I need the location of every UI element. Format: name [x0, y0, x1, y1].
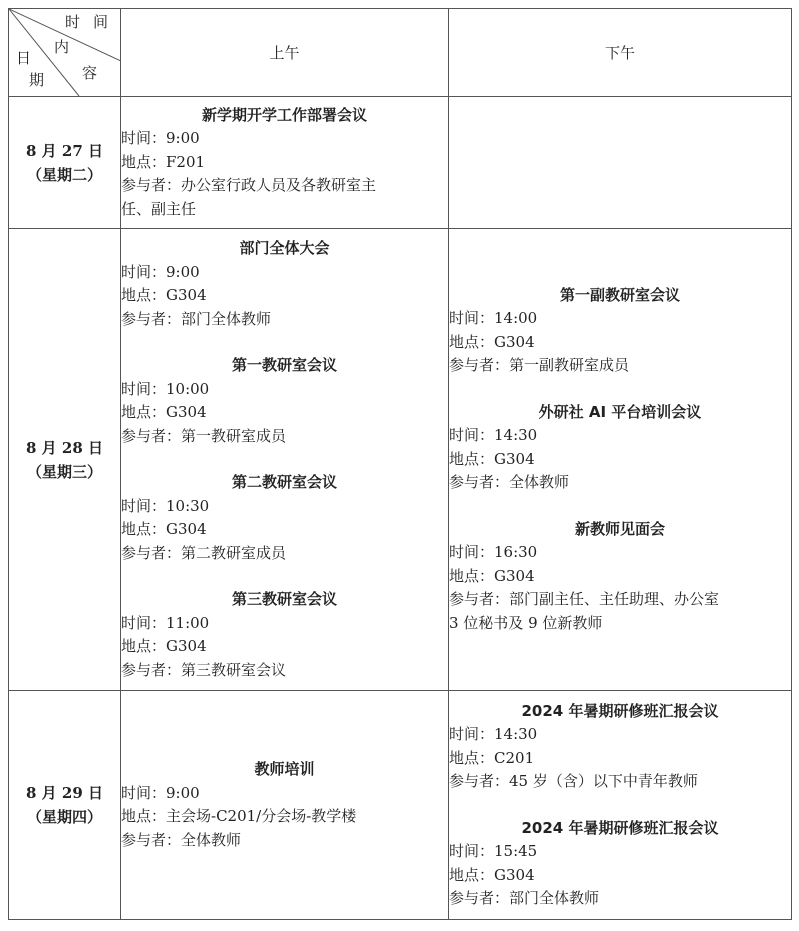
meeting — [449, 817, 791, 911]
meeting — [449, 518, 791, 636]
meeting-time: 时间：14:30 — [449, 426, 538, 445]
date-cell — [9, 97, 121, 229]
meeting-place: 地点：G304 — [449, 566, 535, 585]
meeting-place: 地点：G304 — [449, 449, 535, 468]
meeting-time: 时间：14:30 — [449, 725, 538, 743]
meeting-time: 时间：11:00 — [121, 613, 210, 632]
schedule-row-aug28 — [9, 229, 792, 691]
meeting-place: 地点：G304 — [449, 865, 535, 884]
meeting-place: 地点：G304 — [121, 403, 207, 421]
meeting-time: 时间：9:00 — [121, 783, 200, 802]
meeting-title: 2024 年暑期研修班汇报会议 — [521, 818, 719, 837]
meeting-title: 2024 年暑期研修班汇报会议 — [521, 701, 719, 720]
meeting-attendees: 参与者：部门全体教师 — [449, 889, 600, 907]
meeting-place: 地点：F201 — [121, 152, 206, 171]
corner-time-char-2: 间 — [93, 13, 109, 31]
meeting-title: 新教师见面会 — [574, 519, 665, 538]
meeting-place: 地点：主会场-C201/分会场-教学楼 — [121, 807, 357, 825]
meeting-attendees: 参与者：45 岁（含）以下中青年教师 — [449, 772, 698, 790]
meeting — [121, 471, 448, 565]
meeting-attendees: 参与者：第二教研室成员 — [121, 543, 287, 562]
meeting-attendees: 参与者：全体教师 — [449, 473, 570, 492]
meeting-attendees: 参与者：全体教师 — [121, 830, 242, 849]
meeting-time: 时间：10:00 — [121, 379, 210, 398]
corner-date-char-2: 期 — [29, 71, 45, 89]
schedule-row-aug27 — [9, 97, 792, 229]
meeting-time: 时间：16:30 — [449, 543, 538, 562]
date-text: 8 月 28 日 — [26, 438, 103, 457]
meeting-attendees: 参与者：部门副主任、主任助理、办公室 — [449, 590, 720, 609]
meeting-place: 地点：G304 — [449, 332, 535, 351]
date-cell — [9, 691, 121, 920]
meeting — [449, 700, 791, 794]
meeting-time: 时间：9:00 — [121, 262, 200, 281]
schedule-row-aug29 — [9, 691, 792, 920]
meeting-place: 地点：C201 — [449, 748, 535, 767]
weekday-text: （星期四） — [26, 808, 102, 826]
meeting-title: 教师培训 — [254, 760, 315, 778]
meeting-title: 外研社 AI 平台培训会议 — [538, 402, 702, 421]
meeting-attendees: 参与者：办公室行政人员及各教研室主 — [121, 176, 377, 195]
corner-date-char-1: 日 — [16, 49, 32, 67]
meeting-time: 时间：14:00 — [449, 309, 538, 328]
meeting-attendees: 参与者：部门全体教师 — [121, 309, 272, 328]
schedule-table — [8, 8, 792, 920]
meeting-title: 第一教研室会议 — [231, 356, 337, 374]
meeting-attendees: 参与者：第一教研室成员 — [121, 426, 287, 445]
weekday-text: （星期二） — [26, 165, 102, 184]
morning-cell — [121, 97, 449, 229]
header-afternoon: 下午 — [449, 9, 792, 97]
meeting-place: 地点：G304 — [121, 520, 207, 538]
header-row — [9, 9, 792, 97]
date-text: 8 月 29 日 — [26, 784, 103, 802]
morning-cell — [121, 691, 449, 920]
meeting — [121, 588, 448, 682]
meeting-title: 新学期开学工作部署会议 — [201, 105, 367, 124]
afternoon-cell — [449, 691, 792, 920]
meeting-title: 部门全体大会 — [239, 239, 330, 257]
afternoon-cell — [449, 229, 792, 691]
meeting-attendees: 参与者：第三教研室会议 — [121, 660, 287, 679]
meeting — [121, 237, 448, 331]
meeting-time: 时间：9:00 — [121, 129, 200, 148]
meeting-title: 第一副教研室会议 — [559, 285, 680, 304]
meeting — [121, 104, 448, 222]
meeting — [121, 758, 448, 852]
meeting-attendees: 参与者：第一副教研室成员 — [449, 356, 630, 375]
morning-cell — [121, 229, 449, 691]
meeting — [449, 284, 791, 378]
date-text: 8 月 27 日 — [26, 141, 103, 160]
meeting — [449, 401, 791, 495]
meeting-time: 时间：15:45 — [449, 842, 538, 860]
meeting-attendees-cont: 3 位秘书及 9 位新教师 — [449, 613, 603, 632]
corner-content-char-1: 内 — [54, 38, 70, 56]
meeting-attendees-cont: 任、副主任 — [121, 199, 197, 218]
afternoon-cell — [449, 97, 792, 229]
meeting-title: 第三教研室会议 — [231, 590, 337, 608]
weekday-text: （星期三） — [26, 462, 102, 481]
meeting-place: 地点：G304 — [121, 286, 207, 304]
date-cell — [9, 229, 121, 691]
header-morning: 上午 — [121, 9, 449, 97]
meeting-place: 地点：G304 — [121, 637, 207, 655]
meeting-title: 第二教研室会议 — [231, 473, 337, 491]
meeting — [121, 354, 448, 448]
corner-content-char-2: 容 — [82, 64, 98, 82]
meeting-time: 时间：10:30 — [121, 496, 210, 515]
header-corner-cell — [9, 9, 121, 97]
corner-time-char-1: 时 — [65, 13, 81, 31]
